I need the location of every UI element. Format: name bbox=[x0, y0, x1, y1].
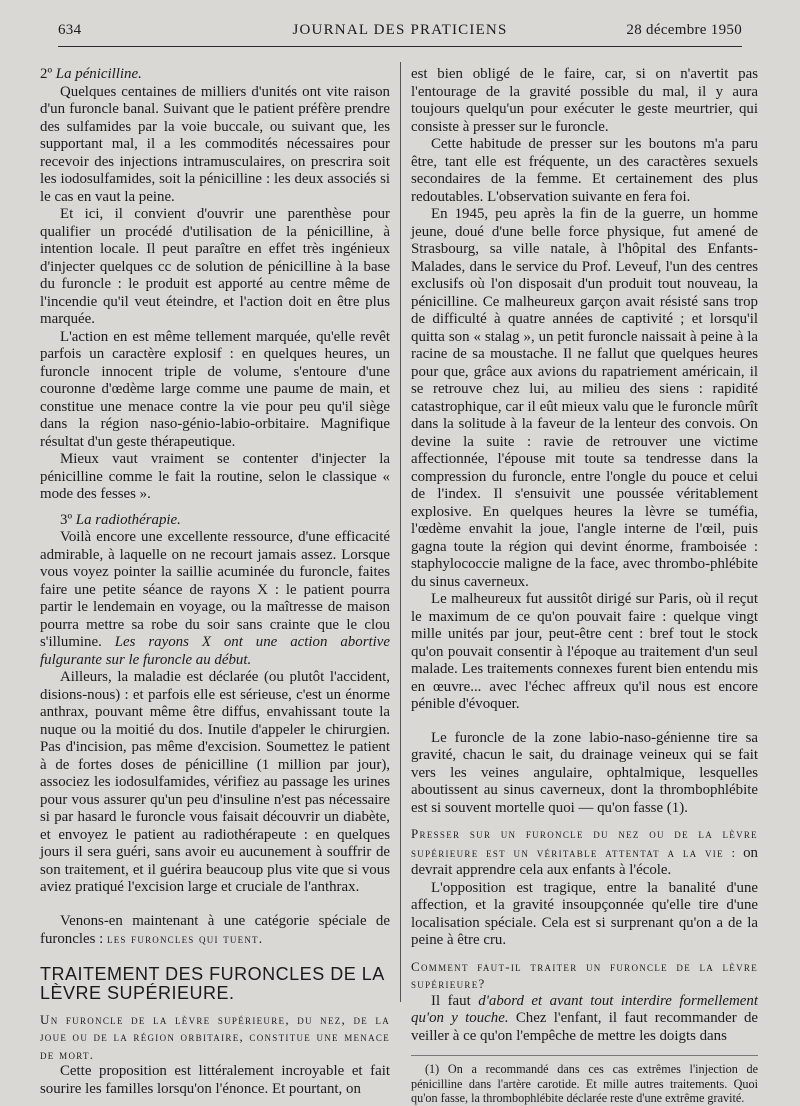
journal-title: JOURNAL DES PRATICIENS bbox=[292, 22, 508, 38]
paragraph: L'opposition est tragique, entre la banalité d'une affection, et la gravité insoupçonnée qu'elle tire d'une localisation spéciale. Cela est si surprenant qu'on a de la peine à être cru. bbox=[411, 879, 758, 948]
column-divider bbox=[400, 62, 401, 1002]
spacer bbox=[411, 817, 758, 825]
header-rule bbox=[58, 46, 742, 47]
lead-statement bbox=[411, 825, 758, 880]
small-caps-text: Presser sur un furoncle du nez ou de la lèvre supérieure est un véritable attentat a la vie : bbox=[411, 826, 758, 860]
spacer bbox=[40, 504, 390, 512]
paragraph-text: Il faut bbox=[431, 992, 479, 1009]
paragraph bbox=[40, 913, 390, 949]
chapter-heading: TRAITEMENT DES FURONCLES DE LA LÈVRE SUPÉRIEURE. bbox=[40, 963, 384, 1003]
paragraph: L'action en est même tellement marquée, qu'elle revêt parfois un caractère explosif : en quelques heures, un furoncle innocent triple de volume, s'entoure d'une couronne d'œdème large comme une paume de main, et constitue une menace contre la vie pour peu qu'il siège dans la région naso-génio-labio-orbitaire. Magnifique résultat d'un geste thérapeutique. bbox=[40, 328, 390, 450]
spacer bbox=[411, 950, 758, 958]
footnote bbox=[411, 1055, 758, 1106]
paragraph bbox=[40, 529, 390, 669]
paragraph: Cette proposition est littéralement incroyable et fait sourire les familles lorsqu'on l'énonce. Et pourtant, on bbox=[40, 1063, 390, 1097]
emphasis-text: Les rayons X ont une action abortive fulgurante sur le furoncle au début. bbox=[40, 634, 390, 668]
emphasis-text: d'abord et avant tout interdire formellement qu'on y touche. bbox=[411, 992, 758, 1026]
paragraph-text: Venons-en maintenant à une catégorie spéciale de furoncles : bbox=[40, 912, 390, 947]
spacer bbox=[40, 897, 390, 913]
paragraph: Le malheureux fut aussitôt dirigé sur Paris, où il reçut le maximum de ce qu'on pouvait faire : quelque vingt mille unités par jour, peut-être cent : bref tout le stock qu'on pouvait consentir à l'époque au traitement d'un seul malade. Les traitements connexes furent bien entendu mis en œuvre... avec l'échec affreux qu'il nous est encore pénible d'évoquer. bbox=[411, 591, 758, 712]
paragraph: Et ici, il convient d'ouvrir une parenthèse pour qualifier un procédé d'utilisation de la pénicilline, à intention locale. Il peut paraître en effet très ingénieux d'injecter quelques cc de solution de pénicilline à la base du furoncle : le produit est apporté au centre même de l'incendie qu'il veut éteindre, et l'action doit en être plus marquée. bbox=[40, 206, 390, 327]
lead-statement: Un furoncle de la lèvre supérieure, du nez, de la joue ou de la région orbitaire, constitue une menace de mort. bbox=[40, 1011, 390, 1062]
paragraph-text: Voilà encore une excellente ressource, d'une efficacité admirable, à laquelle on ne recourt jamais assez. Lorsque vous voyez pointer la saillie acuminée du furoncle, faites faire une petite séance de rayons X : le patient pourra partir le lendemain en voyage, ou la maîtresse de maison pourra mettre sa robe du soir sans crainte que le clou s'illumine. bbox=[40, 529, 390, 650]
paragraph: Mieux vaut vraiment se contenter d'injecter la pénicilline comme le fait la routine, selon le classique « mode des fesses ». bbox=[40, 451, 390, 502]
paragraph-text: on devrait apprendre cela aux enfants à l'école. bbox=[411, 844, 759, 878]
paragraph: Quelques centaines de milliers d'unités ont vite raison d'un furoncle banal. Suivant que le patient préfère prendre des sulfamides par la voie buccale, ou suivant que, les supportant mal, il a les commodités nécessaires pour recevoir des injections intramusculaires, on prescrira soit les iodosulfamides, soit la pénicilline : les deux associés si le cas en vaut la peine. bbox=[40, 83, 390, 205]
running-header bbox=[58, 22, 742, 46]
footnote-text: (1) On a recommandé dans ces cas extrêmes l'injection de pénicilline dans l'artère carotide. Et mille autres traitements. Quoi qu'on fasse, la thrombophlébite déclarée reste d'une extrême gravité. bbox=[411, 1062, 758, 1105]
section-title: La pénicilline. bbox=[55, 66, 142, 82]
paragraph: est bien obligé de le faire, car, si on n'avertit pas l'entourage de la gravité possible du mal, il y aura toujours quelqu'un pour exécuter le geste meurtrier, qui consiste à presser sur le furoncle. bbox=[411, 66, 758, 135]
spacer bbox=[40, 949, 390, 965]
paragraph: Ailleurs, la maladie est déclarée (ou plutôt l'accident, disions-nous) : et parfois elle est sérieuse, c'est un énorme anthrax, pouvant même être diffus, envahissant toute la nuque ou la moitié du dos. Inutile d'appeler le chirurgien. Pas d'incision, pas même d'excision. Soumettez le patient à de fortes doses de pénicilline (1 million par jour), associez les iodosulfamides, vérifiez au passage les urines pour vous assurer qu'un peu d'insuline n'est pas nécessaire si par hasard le furoncle vous faisait découvrir un diabète, et envoyez le patient au radiothérapeute : en quelques jours il sera guéri, sans avoir eu aucunement à souffrir de son traitement, et il guérira beaucoup plus vite que si vous aviez pratiqué l'excision large et cruciale de l'anthrax. bbox=[40, 669, 390, 895]
paragraph: En 1945, peu après la fin de la guerre, un homme jeune, doué d'une belle force physique, fut amené de Strasbourg, sa ville natale, à l'hôpital des Enfants-Malades, dans le service du Prof. Leveuf, l'un des centres exclusifs où l'on disposait d'un produit tout nouveau, la pénicilline. Ce malheureux garçon avait résisté sans trop de difficulté à quatre années de captivité ; et lorsqu'il quitta son « stalag », un petit furoncle naissait à peine à la racine de sa moustache. Il ne fallut que quelques heures pour que, grâce aux avions du rapatriement américain, il se retrouve chez lui, au milieu des siens : rapidité catastrophique, car il eût mieux valu que le furoncle mûrît dans la solitude à la faveur de la lenteur des convois. On devine la suite : ravie de retrouver une victime affectionnée, l'épouse mit toute sa tendresse dans la compression du furoncle, entre l'ongle du pouce et celui de l'index. Il s'ensuivit une poussée véritablement explosive. En quelques heures la lèvre se tuméfia, l'œdème envahit la joue, l'angle interne de l'œil, puis gagna toute la région qui devint énorme, framboisée : staphylococcie maligne de la face, avec thrombo-phlébite du sinus caverneux. bbox=[411, 206, 758, 590]
page-number: 634 bbox=[58, 22, 82, 38]
spacer bbox=[411, 714, 758, 730]
lead-question: Comment faut-il traiter un furoncle de la lèvre supérieure? bbox=[411, 958, 758, 991]
section-heading-penicilline bbox=[40, 66, 390, 84]
issue-date: 28 décembre 1950 bbox=[626, 22, 742, 38]
right-column bbox=[411, 66, 758, 1106]
paragraph: Le furoncle de la zone labio-naso-génienne tire sa gravité, chacun le sait, du drainage veineux qui se fait vers les veines angulaire, ophtalmique, lesquelles aboutissent au sinus caverneux, dont la thrombophlébite est si souvent mortelle quoi — qu'on fasse (1). bbox=[411, 729, 758, 816]
spacer bbox=[40, 1003, 390, 1011]
section-title: La radiothérapie. bbox=[75, 511, 181, 528]
paragraph: Cette habitude de presser sur les boutons m'a paru être, tant elle est fréquente, un des caractères sexuels secondaires de la femme. Et certainement des plus redoutables. L'observation suivante en fera foi. bbox=[411, 136, 758, 205]
section-heading-radiotherapie bbox=[40, 512, 390, 530]
paragraph-text: Chez l'enfant, il faut recommander de veiller à ce qu'on l'empêche de mettre les doigts dans bbox=[411, 1010, 759, 1044]
section-number: 3º bbox=[60, 511, 76, 528]
small-caps-text: les furoncles qui tuent. bbox=[107, 931, 264, 946]
section-number: 2º bbox=[40, 66, 56, 82]
left-column bbox=[40, 66, 390, 1098]
paragraph bbox=[411, 993, 758, 1046]
